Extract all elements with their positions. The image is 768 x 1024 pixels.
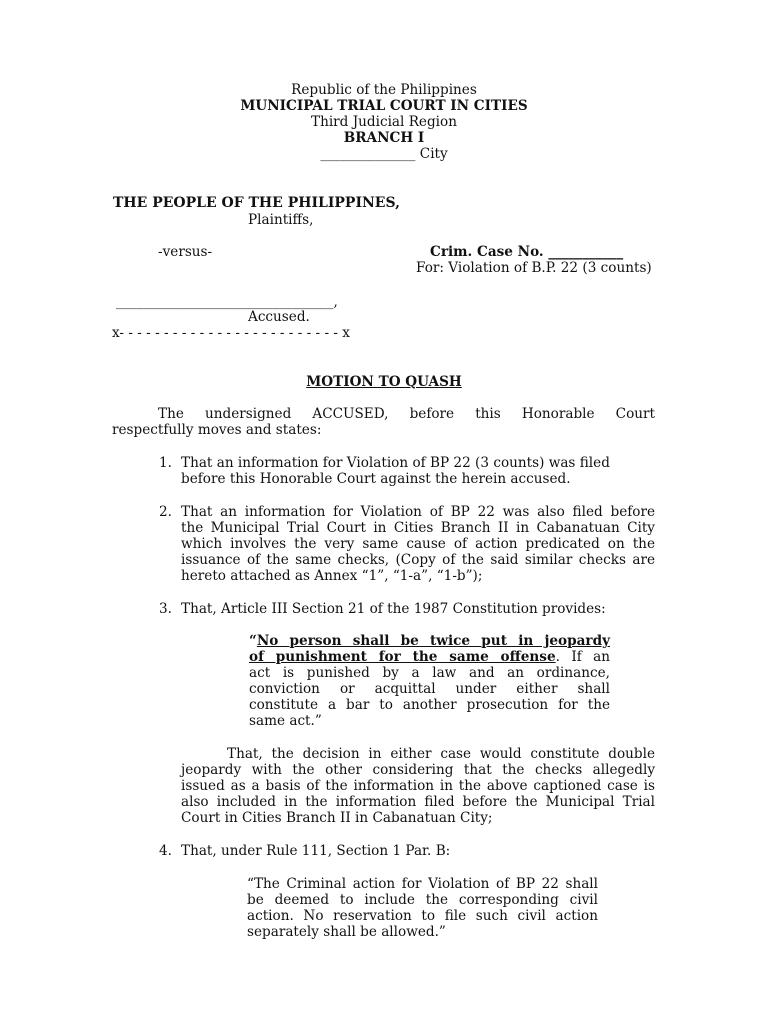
- document-title: MOTION TO QUASH: [306, 374, 462, 390]
- intro-line-1: The undersigned ACCUSED, before this Honorable Court: [158, 406, 655, 422]
- quote-1-line: “No person shall be twice put in jeopardy: [249, 633, 610, 649]
- quote-1-line: conviction or acquittal under either shall: [249, 681, 610, 697]
- accused-name-line: ________________________________,: [116, 294, 338, 310]
- item-3-line: That, Article III Section 21 of the 1987 Constitution provides:: [181, 601, 606, 617]
- item-2-line: hereto attached as Annex “1”, “1-a”, “1-b”);: [181, 568, 483, 584]
- item-number: 4.: [159, 843, 172, 859]
- versus-label: -versus-: [158, 244, 213, 260]
- item-4-line: That, under Rule 111, Section 1 Par. B:: [181, 843, 451, 859]
- item-2-line: which involves the very same cause of action predicated on the: [181, 536, 655, 552]
- item-number: 1.: [159, 455, 172, 471]
- quote-2-line: “The Criminal action for Violation of BP 22 shall: [247, 876, 598, 892]
- para-line: Court in Cities Branch II in Cabanatuan City;: [181, 810, 493, 826]
- para-line: also included in the information filed before the Municipal Trial: [181, 794, 655, 810]
- item-number: 3.: [159, 601, 172, 617]
- item-1-line: before this Honorable Court against the herein accused.: [181, 471, 571, 487]
- item-2-line: the Municipal Trial Court in Cities Branch II in Cabanatuan City: [181, 520, 655, 536]
- para-line: That, the decision in either case would constitute double: [227, 746, 655, 762]
- case-number: Crim. Case No. ___________: [430, 244, 624, 260]
- header-branch: BRANCH I: [343, 130, 425, 146]
- header-city: ______________ City: [320, 146, 448, 162]
- plaintiff-name: THE PEOPLE OF THE PHILIPPINES,: [113, 195, 400, 211]
- quote-1-line: act is punished by a law and an ordinance,: [249, 665, 610, 681]
- quote-2-line: be deemed to include the corresponding civil: [247, 892, 598, 908]
- header-court: MUNICIPAL TRIAL COURT IN CITIES: [240, 98, 528, 114]
- quote-1-line: constitute a bar to another prosecution for the: [249, 697, 610, 713]
- item-number: 2.: [159, 504, 172, 520]
- quote-1-line: of punishment for the same offense. If an: [249, 649, 610, 665]
- header-region: Third Judicial Region: [311, 114, 457, 130]
- quote-1-line: same act.”: [249, 713, 322, 729]
- quote-2-line: separately shall be allowed.”: [247, 924, 446, 940]
- accused-role: Accused.: [248, 309, 310, 325]
- para-line: jeopardy with the other considering that the checks allegedly: [181, 762, 655, 778]
- intro-line-2: respectfully moves and states:: [112, 422, 322, 438]
- header-republic: Republic of the Philippines: [291, 82, 477, 98]
- quote-2-line: action. No reservation to file such civil action: [247, 908, 598, 924]
- item-2-line: issuance of the same checks, (Copy of the said similar checks are: [181, 552, 655, 568]
- para-line: issued as a basis of the information in the above captioned case is: [181, 778, 655, 794]
- violation-label: For: Violation of B.P. 22 (3 counts): [416, 260, 652, 276]
- caption-separator: x- - - - - - - - - - - - - - - - - - - - - - - - - x: [112, 325, 350, 341]
- item-1-line: That an information for Violation of BP 22 (3 counts) was filed: [181, 455, 610, 471]
- plaintiff-role: Plaintiffs,: [248, 212, 314, 228]
- item-2-line: That an information for Violation of BP 22 was also filed before: [181, 504, 655, 520]
